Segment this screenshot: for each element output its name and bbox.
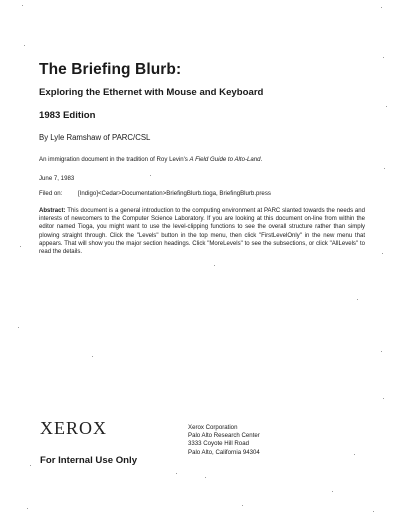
scan-speck: [384, 168, 385, 169]
scan-speck: [386, 106, 387, 107]
scan-speck: [27, 508, 28, 509]
filed-on-label: Filed on:: [39, 190, 63, 197]
scan-speck: [357, 299, 358, 300]
scan-speck: [381, 351, 382, 352]
scan-speck: [382, 253, 383, 254]
scan-speck: [332, 491, 333, 492]
document-subtitle: Exploring the Ethernet with Mouse and Keyboard: [39, 87, 264, 98]
scan-speck: [18, 327, 19, 328]
abstract-lead: Abstract:: [39, 208, 66, 214]
filed-on-path: [Indigo]<Cedar>Documentation>BriefingBlurb.tioga, BriefingBlurb.press: [78, 190, 271, 197]
scan-speck: [214, 265, 215, 266]
scan-speck: [92, 356, 93, 357]
scan-speck: [176, 473, 177, 474]
scan-speck: [383, 57, 384, 58]
scan-speck: [381, 7, 382, 8]
edition-label: 1983 Edition: [39, 110, 96, 121]
scan-speck: [22, 5, 23, 6]
address-line: 3333 Coyote Hill Road: [188, 440, 249, 448]
xerox-logo: XEROX: [40, 418, 107, 438]
internal-use-label: For Internal Use Only: [40, 455, 138, 466]
scan-speck: [150, 175, 151, 176]
document-date: June 7, 1983: [39, 175, 75, 182]
scan-speck: [383, 398, 384, 399]
scan-speck: [24, 45, 25, 46]
scan-speck: [242, 505, 243, 506]
address-line: Xerox Corporation: [188, 424, 238, 431]
scan-speck: [373, 511, 374, 512]
abstract-paragraph: [39, 207, 365, 256]
abstract-text: This document is a general introduction to the computing environment at PARC slanted towards the needs and interests of newcomers to the Computer Science Laboratory. If you are looking at this document on-line from within the editor named Tioga, you might want to use the level-clipping functions to see the overall structure rather than simply plowing straight through. Click the "Levels" button in the top menu, then click "FirstLevelOnly" in the new menu that appears. That will show you the major section headings. Click "MoreLevels" to see the subsections, or click "AllLevels" to read the details.: [39, 208, 365, 256]
scan-speck: [30, 465, 31, 466]
address-block: [188, 424, 260, 457]
scan-speck: [205, 477, 206, 478]
scan-speck: [354, 454, 355, 455]
intro-italic: A Field Guide to Alto-Land: [189, 156, 261, 163]
address-line: Palo Alto Research Center: [188, 432, 260, 440]
intro-line: [39, 156, 262, 163]
address-line: Palo Alto, California 94304: [188, 448, 260, 456]
document-title: The Briefing Blurb:: [39, 61, 182, 78]
author-line: By Lyle Ramshaw of PARC/CSL: [39, 133, 151, 142]
intro-before: An immigration document in the tradition of Roy Levin's: [39, 156, 190, 163]
scan-speck: [20, 246, 21, 247]
intro-after: .: [260, 156, 263, 163]
